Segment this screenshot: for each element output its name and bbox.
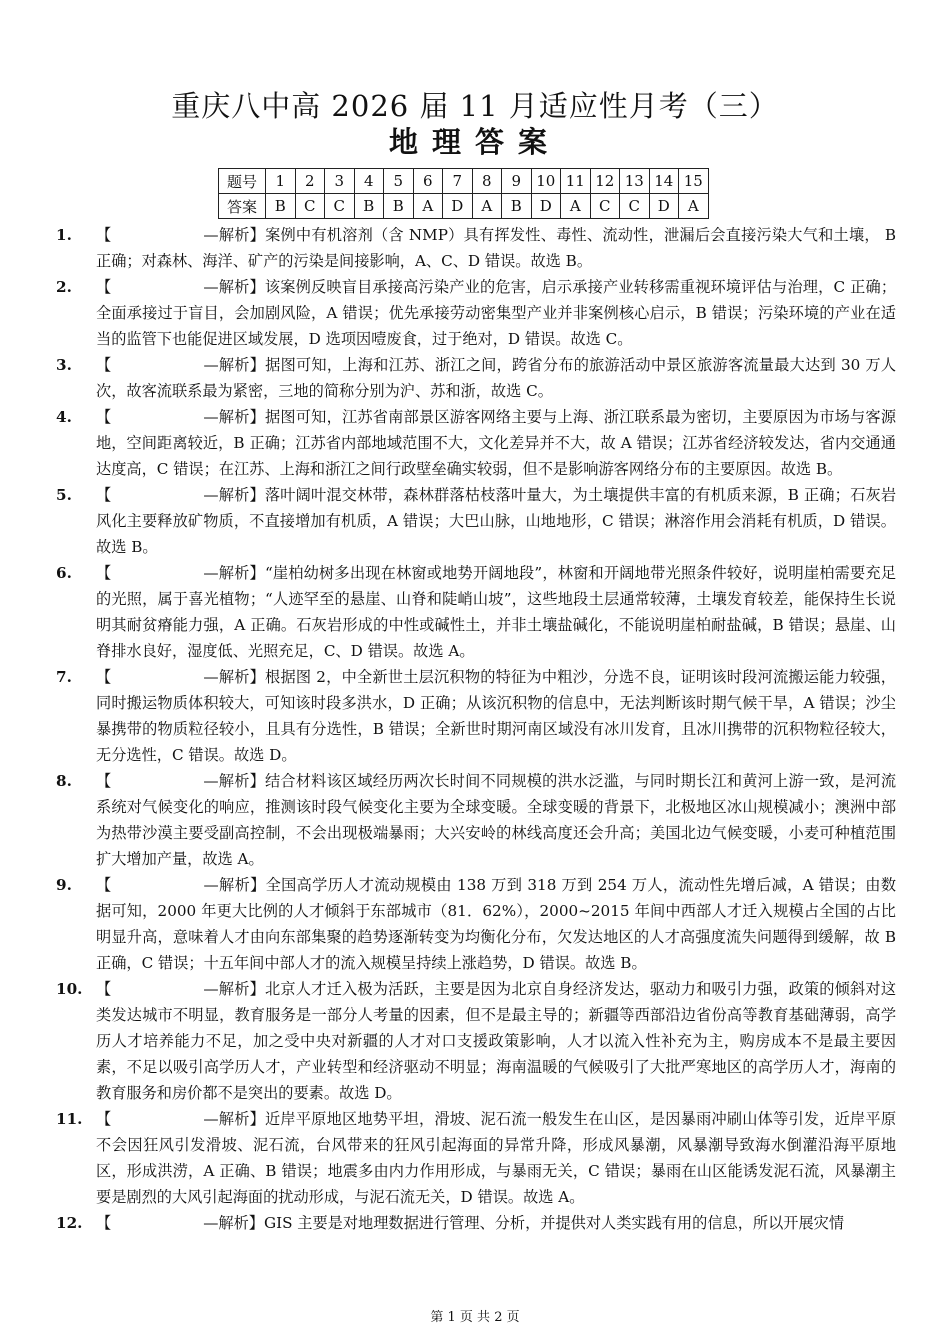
item-text: 据图可知，上海和江苏、浙江之间，跨省分布的旅游活动中景区旅游客流量最大达到 30 万人次，故客流联系最为紧密，三地的简称分别为沪、苏和浙，故选 C。 bbox=[96, 356, 897, 400]
answer-table bbox=[218, 168, 709, 219]
answer-cell: D bbox=[443, 194, 473, 219]
question-number-cell: 13 bbox=[620, 169, 650, 194]
question-number-cell: 12 bbox=[590, 169, 620, 194]
item-bracket: 【 bbox=[96, 278, 112, 296]
item-number: 6. bbox=[56, 564, 72, 582]
item-number: 5. bbox=[56, 486, 72, 504]
answer-table-answer-row bbox=[219, 194, 709, 219]
analysis-tag: —解析】 bbox=[203, 1110, 265, 1128]
item-bracket: 【 bbox=[96, 356, 112, 374]
item-bracket: 【 bbox=[96, 1214, 112, 1232]
item-number: 11. bbox=[56, 1110, 83, 1128]
answer-table-number-row bbox=[219, 169, 709, 194]
analysis-tag: —解析】 bbox=[203, 876, 266, 894]
analysis-tag: —解析】 bbox=[203, 564, 265, 582]
answer-cell: B bbox=[266, 194, 296, 219]
analysis-tag: —解析】 bbox=[203, 356, 266, 374]
item-text: 案例中有机溶剂（含 NMP）具有挥发性、毒性、流动性，泄漏后会直接污染大气和土壤， B 正确；对森林、海洋、矿产的污染是间接影响，A、C、D 错误。故选 B。 bbox=[96, 226, 897, 270]
page-footer: 第 1 页 共 2 页 bbox=[430, 1310, 520, 1325]
explanation-item bbox=[56, 222, 896, 274]
question-number-cell: 1 bbox=[266, 169, 296, 194]
answer-cell: A bbox=[413, 194, 443, 219]
question-number-cell: 15 bbox=[679, 169, 709, 194]
answer-cell: C bbox=[295, 194, 325, 219]
item-bracket: 【 bbox=[96, 408, 112, 426]
item-bracket: 【 bbox=[96, 564, 112, 582]
answer-cell: B bbox=[502, 194, 532, 219]
item-text: 北京人才迁入极为活跃，主要是因为北京自身经济发达，驱动力和吸引力强，政策的倾斜对这类发达城市不明显，教育服务是一部分人考量的因素，但不是最主导的；新疆等西部沿边省份高等教育基础薄弱，高学历人才培养能力不足，加之受中央对新疆的人才对口支援政策影响，人才以流入性补充为主，购房成本不是最主要因素，不足以吸引高学历人才，产业转型和经济驱动不明显；海南温暖的气候吸引了大批严寒地区的高学历人才，海南的教育服务和房价都不是突出的要素。故选 D。 bbox=[96, 980, 897, 1102]
question-number-cell: 10 bbox=[531, 169, 561, 194]
explanation-item bbox=[56, 404, 896, 482]
item-text: 全国高学历人才流动规模由 138 万到 318 万到 254 万人，流动性先增后减，A 错误；由数据可知，2000 年更大比例的人才倾斜于东部城市（81．62%），2000~2015 年间中西部人才迁入规模占全国的占比明显升高，意味着人才由向东部集聚的趋势逐渐转变为均衡化分布，欠发达地区的人才高强度流失问题得到缓解，故 B 正确，C 错误；十五年间中部人才的流入规模呈持续上涨趋势，D 错误。故选 B。 bbox=[96, 876, 897, 972]
item-bracket: 【 bbox=[96, 980, 112, 998]
item-text: 根据图 2，中全新世土层沉积物的特征为中粗沙，分选不良，证明该时段河流搬运能力较强，同时搬运物质体积较大，可知该时段多洪水，D 正确；从该沉积物的信息中，无法判断该时期气候干旱，A 错误；沙尘暴携带的物质粒径较小，且具有分选性，B 错误；全新世时期河南区域没有冰川发育，且冰川携带的沉积物粒径较大，无分选性，C 错误。故选 D。 bbox=[96, 668, 896, 764]
page-subtitle: 地理答案 bbox=[388, 125, 561, 159]
answer-cell: A bbox=[561, 194, 591, 219]
answer-cell: B bbox=[354, 194, 384, 219]
item-text: 近岸平原地区地势平坦，滑坡、泥石流一般发生在山区，是因暴雨冲刷山体等引发，近岸平原不会因狂风引发滑坡、泥石流，台风带来的狂风引起海面的异常升降，形成风暴潮，风暴潮导致海水倒灌沿海平原地区，形成洪涝，A 正确、B 错误；地震多由内力作用形成，与暴雨无关，C 错误；暴雨在山区能诱发泥石流，风暴潮主要是剧烈的大风引起海面的扰动形成，与泥石流无关，D 错误。故选 A。 bbox=[96, 1110, 897, 1206]
item-number: 1. bbox=[56, 226, 72, 244]
item-number: 12. bbox=[56, 1214, 83, 1232]
explanation-item bbox=[56, 1210, 896, 1236]
analysis-tag: —解析】 bbox=[203, 1214, 264, 1232]
item-bracket: 【 bbox=[96, 226, 112, 244]
explanation-item bbox=[56, 872, 896, 976]
item-number: 3. bbox=[56, 356, 72, 374]
table-header-label: 题号 bbox=[219, 169, 266, 194]
item-text: GIS 主要是对地理数据进行管理、分析，并提供对人类实践有用的信息，所以开展灾情 bbox=[263, 1214, 845, 1232]
question-number-cell: 6 bbox=[413, 169, 443, 194]
question-number-cell: 8 bbox=[472, 169, 502, 194]
analysis-tag: —解析】 bbox=[203, 226, 266, 244]
explanation-item bbox=[56, 664, 896, 768]
analysis-tag: —解析】 bbox=[203, 408, 265, 426]
explanation-item bbox=[56, 352, 896, 404]
page-title: 重庆八中高 2026 届 11 月适应性月考（三） bbox=[171, 89, 779, 123]
answer-cell: D bbox=[531, 194, 561, 219]
analysis-tag: —解析】 bbox=[203, 980, 265, 998]
explanation-item bbox=[56, 560, 896, 664]
item-number: 10. bbox=[56, 980, 83, 998]
explanation-item bbox=[56, 976, 896, 1106]
answer-cell: A bbox=[679, 194, 709, 219]
item-bracket: 【 bbox=[96, 486, 112, 504]
item-text: 结合材料该区域经历两次长时间不同规模的洪水泛滥，与同时期长江和黄河上游一致，是河流系统对气候变化的响应，推测该时段气候变化主要为全球变暖。全球变暖的背景下，北极地区冰山规模减小；澳洲中部为热带沙漠主要受副高控制，不会出现极端暴雨；大兴安岭的林线高度还会升高；美国北边气候变暖，小麦可种植范围扩大增加产量，故选 A。 bbox=[96, 772, 897, 868]
item-bracket: 【 bbox=[96, 1110, 112, 1128]
question-number-cell: 3 bbox=[325, 169, 355, 194]
analysis-tag: —解析】 bbox=[203, 486, 265, 504]
item-number: 2. bbox=[56, 278, 72, 296]
table-answer-label: 答案 bbox=[219, 194, 266, 219]
analysis-tag: —解析】 bbox=[203, 668, 266, 686]
item-text: 该案例反映盲目承接高污染产业的危害，启示承接产业转移需重视环境评估与治理，C 正确；全面承接过于盲目，会加剧风险，A 错误；优先承接劳动密集型产业并非案例核心启示，B 错误；污染环境的产业在适当的监管下也能促进区域发展，D 选项因噎废食，过于绝对，D 错误。故选 C。 bbox=[96, 278, 897, 348]
item-number: 8. bbox=[56, 772, 72, 790]
item-number: 4. bbox=[56, 408, 72, 426]
question-number-cell: 2 bbox=[295, 169, 325, 194]
item-text: 落叶阔叶混交林带，森林群落枯枝落叶量大，为土壤提供丰富的有机质来源，B 正确；石灰岩风化主要释放矿物质，不直接增加有机质，A 错误；大巴山脉，山地地形，C 错误；淋溶作用会消耗有机质，D 错误。故选 B。 bbox=[96, 486, 897, 556]
item-number: 7. bbox=[56, 668, 72, 686]
item-number: 9. bbox=[56, 876, 72, 894]
item-text: “崖柏幼树多出现在林窗或地势开阔地段”，林窗和开阔地带光照条件较好，说明崖柏需要充足的光照，属于喜光植物；“人迹罕至的悬崖、山脊和陡峭山坡”，这些地段土层通常较薄，土壤发育较差，能保持生长说明其耐贫瘠能力强，A 正确。石灰岩形成的中性或碱性土，并非土壤盐碱化，不能说明崖柏耐盐碱，B 错误；悬崖、山脊排水良好，湿度低、光照充足，C、D 错误。故选 A。 bbox=[96, 564, 897, 660]
explanation-item bbox=[56, 1106, 896, 1210]
analysis-tag: —解析】 bbox=[203, 772, 265, 790]
question-number-cell: 4 bbox=[354, 169, 384, 194]
item-bracket: 【 bbox=[96, 876, 112, 894]
item-text: 据图可知，江苏省南部景区游客网络主要与上海、浙江联系最为密切，主要原因为市场与客源地，空间距离较近，B 正确；江苏省内部地域范围不大，文化差异并不大，故 A 错误；江苏省经济较发达，省内交通通达度高，C 错误；在江苏、上海和浙江之间行政壁垒确实较弱，但不是影响游客网络分布的主要原因。故选 B。 bbox=[96, 408, 897, 478]
answer-cell: C bbox=[620, 194, 650, 219]
item-bracket: 【 bbox=[96, 772, 112, 790]
item-bracket: 【 bbox=[96, 668, 112, 686]
answer-cell: C bbox=[325, 194, 355, 219]
explanation-list bbox=[56, 222, 896, 1236]
answer-cell: A bbox=[472, 194, 502, 219]
answer-cell: B bbox=[384, 194, 414, 219]
question-number-cell: 9 bbox=[502, 169, 532, 194]
explanation-item bbox=[56, 274, 896, 352]
explanation-item bbox=[56, 768, 896, 872]
question-number-cell: 7 bbox=[443, 169, 473, 194]
answer-cell: D bbox=[649, 194, 679, 219]
explanation-item bbox=[56, 482, 896, 560]
answer-cell: C bbox=[590, 194, 620, 219]
question-number-cell: 14 bbox=[649, 169, 679, 194]
question-number-cell: 11 bbox=[561, 169, 591, 194]
question-number-cell: 5 bbox=[384, 169, 414, 194]
analysis-tag: —解析】 bbox=[203, 278, 265, 296]
